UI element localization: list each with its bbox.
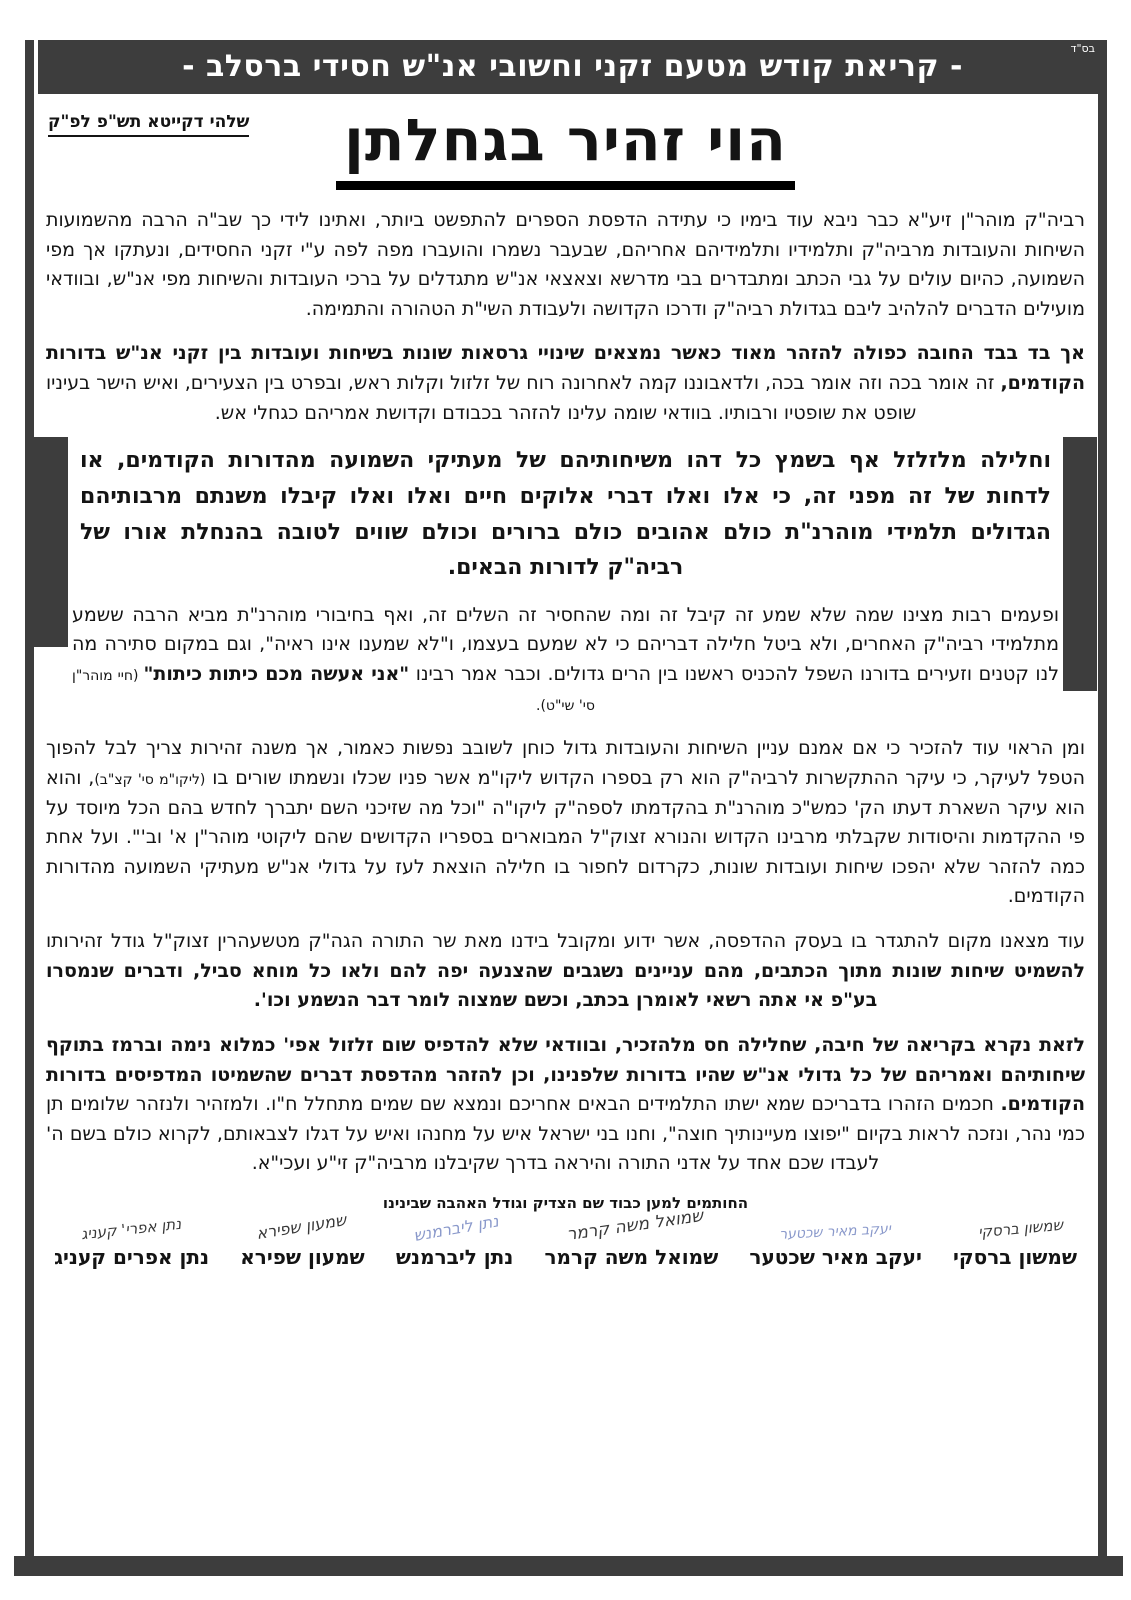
- p5-text-b: , והוא הוא עיקר השארת דעתו הק' כמש"כ מוהרנ"ת בהקדמתו לספה"ק ליקו"ה "וכל מה שזיכני השם יתברך לחדש בהם הכל מיוסד על פי ההקדמות והיסודות שקבלתי מרבינו הקדוש והנורא זצוק"ל המבוארים בספריו הקדושים שהם ליקוטי מוהר"ן א' וב'". ועל אחת כמה להזהר שלא יהפכו שיחות ועובדות שונות, כקרדום לחפור בו חלילה הוצאת לעז על גדולי אנ"ש מעתיקי השמועה מהדורות הקודמים.: [46, 766, 1085, 908]
- left-emphasis-bar: [34, 437, 68, 647]
- p1-text: רביה"ק מוהר"ן זיע"א כבר ניבא עוד בימיו כי עתידה הדפסת הספרים להתפשט ביותר, ואתינו לידי כך שב"ה הרבה מהשמועות השיחות והעובדות מרביה"ק ותלמידיו ותלמידיהם אחריהם, שבעבר נשמרו והועברו מפה לפה ע"י זקני החסידים, ונעתקו אך מפי השמועה, כהיום עולים על גבי הכתב ומתבדרים בבי מדרשא וצאצאי אנ"ש מתגדלים על ברכי העובדות והשיחות מפי אנ"ש, ובוודאי מועילים הדברים להלהיב ליבם בגדולת רביה"ק ודרכו הקדושה ולעבודת השי"ת הטהורה והתמימה.: [46, 208, 1085, 320]
- signature-handwriting: שמואל משה קרמר: [565, 1206, 705, 1245]
- signature-handwriting: שמשון ברסקי: [977, 1215, 1064, 1242]
- p7-bold-run: לזאת נקרא בקריאה של חיבה, שחלילה חס מלהזכיר, ובוודאי שלא להדפיס שום זלזול אפי' כמלוא נימה וברמז בתוקף שיחותיהם ואמריהם של כל גדולי אנ"ש שהיו בדורות שלפנינו, וכן להזהר מהדפסת דברים שהשמיטו המדפיסים בדורות הקודמים.: [46, 1033, 1085, 1116]
- emphasized-section: [46, 443, 1085, 719]
- p6-bold-run: להשמיט שיחות שונות מתוך הכתבים, מהם עניינים נשגבים שהצנעה יפה להם ולאו כל מוחא סביל, ודברים שנמסרו בע"פ אי אתה רשאי לאומרן בכתב, וכשם שמצוה לומר דבר הנשמע וכו'.: [46, 959, 1085, 1012]
- paragraph-emphasized: [80, 443, 1051, 586]
- p5-source-ref: (ליקו"מ סי' קצ"ב): [94, 771, 206, 788]
- date-line: שלהי דקייטא תש"פ לפ"ק: [48, 112, 249, 137]
- p3-text: וחלילה מלזלזל אף בשמץ כל דהו משיחותיהם של מעתיקי השמועה מהדורות הקודמים, או לדחות של זה מפני זה, כי אלו ואלו דברי אלוקים חיים ואלו ואלו קיבלו משנתם מרבותיהם הגדולים תלמידי מוהרנ"ת כולם אהובים כולם ברורים וכולם שווים לטובה בהנחלת אורו של רביה"ק לדורות הבאים.: [80, 448, 1051, 581]
- signatures-row: [46, 1206, 1085, 1270]
- p7-rest-run: חכמים הזהרו בדבריכם שמא ישתו התלמידים הבאים אחריכם ונמצא שם שמים מתחלל ח"ו. ולמזהיר ולנזהר שלומים תן כמי נהר, ונזכה לראות בקיום "יפוצו מעיינותיך חוצה", וחנו בני ישראל איש על מחנהו ואיש על דגלו לצבאותם, לקרוא כולם בשם ה' לעבדו שכם אחד על אדני התורה והיראה בדרך שקיבלנו מרביה"ק זי"ע ועכי"א.: [46, 1093, 1085, 1175]
- signer-name: נתן אפרים קעניג: [54, 1245, 210, 1270]
- signature-handwriting: יעקב מאיר שכטער: [779, 1221, 892, 1243]
- paragraph-warning: [46, 339, 1085, 428]
- signer-name: יעקב מאיר שכטער: [749, 1245, 922, 1270]
- signer: [395, 1211, 514, 1270]
- p2-bold-run: אך בד בבד החובה כפולה להזהר מאוד כאשר נמצאים שינויי גרסאות שונות בשיחות ועובדות בין זקני אנ"ש בדורות הקודמים,: [46, 342, 1085, 395]
- signer-name: שמואל משה קרמר: [544, 1245, 719, 1270]
- paragraph-call: [46, 1031, 1085, 1179]
- p6-text-run: עוד מצאנו מקום להתגדר בו בעסק ההדפסה, אשר ידוע ומקובל בידנו מאת שר התורה הגה"ק מטשעהרין זצוק"ל גודל זהירותו: [46, 930, 1085, 953]
- p2-rest-run: זה אומר בכה וזה אומר בכה, ולדאבוננו קמה לאחרונה רוח של זלזול וקלות ראש, ובפרט בין הצעירים, ואיש הישר בעיניו שופט את שופטיו ורבותיו. בוודאי שומה עלינו להזהר בכבודם וקדושת אמריהם כגחלי אש.: [46, 372, 1001, 424]
- bsd-mark: בס"ד: [1070, 42, 1095, 55]
- paragraph-attachment: [46, 734, 1085, 912]
- signer-name: שמשון ברסקי: [953, 1245, 1077, 1270]
- signatories-caption: החותמים למען כבוד שם הצדיק וגודל האהבה שבינינו: [382, 1194, 749, 1213]
- signer: [953, 1215, 1077, 1270]
- signer: [54, 1214, 210, 1270]
- signature-handwriting: נתן ליברמנש: [411, 1211, 500, 1246]
- paragraph-opening: [46, 206, 1085, 325]
- frame-border-left: [25, 40, 34, 1568]
- signer: [749, 1221, 922, 1270]
- banner-title: - קריאת קודש מטעם זקני וחשובי אנ"ש חסידי ברסלב -: [182, 49, 963, 84]
- main-title-text: הוי זהיר בגחלתן: [336, 110, 795, 190]
- right-emphasis-bar: [1063, 437, 1097, 691]
- signer: [544, 1206, 719, 1270]
- p5-text-a: ומן הראוי עוד להזכיר כי אם אמנם עניין השיחות והעובדות גדול כוחן לשובב נפשות כאמור, אך משנה זהירות צריך לבל להפוך הטפל לעיקר, כי עיקר ההתקשרות לרביה"ק הוא רק בספרו הקדוש ליקו"מ אשר פניו שכלו ונשמתו שורים בו: [46, 737, 1086, 789]
- p4-source-ref: (חיי מוהר"ן סי' שי"ט).: [72, 668, 595, 714]
- frame-border-bottom: [14, 1556, 1123, 1576]
- header-banner: [38, 40, 1107, 94]
- signer-name: שמעון שפירא: [240, 1245, 365, 1270]
- p4-quote-run: "אני אעשה מכם כיתות כיתות": [143, 663, 410, 686]
- paragraph-traditions: [72, 601, 1059, 720]
- p4-text-run: ופעמים רבות מצינו שמה שלא שמע זה קיבל זה ומה שהחסיר זה השלים זה, ואף בחיבורי מוהרנ"ת מביא הרבה ששמע מתלמידי רביה"ק האחרים, ולא ביטל חלילה דבריהם כי לא שמעם בעצמו, ו"לא שמענו אינו ראיה", וגם במקום סתירה מה לנו קטנים וזעירים בדורנו השפל להכניס ראשנו בין הרים גדולים. וכבר אמר רבינו: [72, 603, 1060, 686]
- frame-border-right: [1098, 40, 1107, 1568]
- paragraph-printing: [46, 927, 1085, 1016]
- signer-name: נתן ליברמנש: [395, 1245, 514, 1270]
- signature-handwriting: נתן אפרי' קעניג: [80, 1214, 183, 1244]
- signature-handwriting: שמעון שפירא: [255, 1210, 348, 1244]
- signer: [240, 1210, 365, 1270]
